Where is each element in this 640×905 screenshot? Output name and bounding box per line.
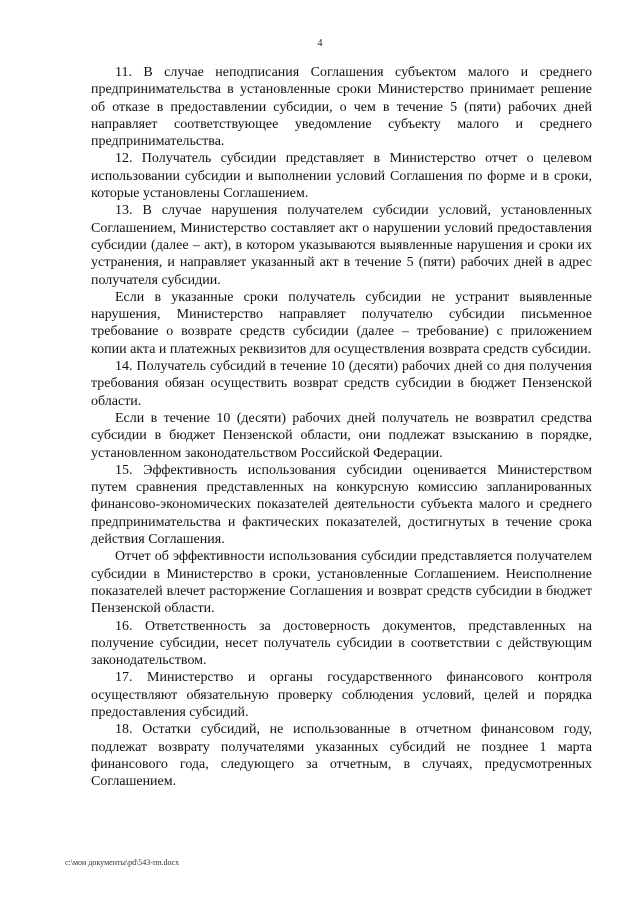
paragraph-13: 13. В случае нарушения получателем субсидии условий, установленных Соглашением, Министерство составляет акт о нарушении условий предоставления субсидии (далее – акт), в котором указываются выявленные нарушения и сроки их устранения, и направляет указанный акт в течение 5 (пяти) рабочих дней в адрес получателя субсидии. <box>91 203 592 288</box>
paragraph-14-continued: Если в течение 10 (десяти) рабочих дней получатель не возвратил средства субсидии в бюджет Пензенской области, они подлежат взысканию в порядке, установленном законодательством Российской Федерации. <box>91 410 592 461</box>
paragraph-15: 15. Эффективность использования субсидии оценивается Министерством путем сравнения представленных на конкурсную комиссию запланированных финансово-экономических показателей деятельности субъекта малого и среднего предпринимательства и фактических показателей, достигнутых в течение срока действия Соглашения. <box>91 462 592 548</box>
paragraph-18: 18. Остатки субсидий, не использованные в отчетном финансовом году, подлежат возврату получателями указанных субсидий не позднее 1 марта финансового года, следующего за отчетным, в случаях, предусмотренных Соглашением. <box>91 722 592 790</box>
paragraph-13-continued: Если в указанные сроки получатель субсидии не устранит выявленные нарушения, Министерство направляет получателю субсидии письменное требование о возврате средств субсидии (далее – требование) с приложением копии акта и платежных реквизитов для осуществления возврата средств субсидии. <box>91 289 592 357</box>
document-body <box>91 64 592 790</box>
page-number: 4 <box>317 38 323 49</box>
paragraph-14: 14. Получатель субсидий в течение 10 (десяти) рабочих дней со дня получения требования обязан осуществить возврат средств субсидии в бюджет Пензенской области. <box>91 359 592 409</box>
paragraph-17: 17. Министерство и органы государственного финансового контроля осуществляют обязательную проверку соблюдения условий, целей и порядка предоставления субсидий. <box>91 670 592 720</box>
paragraph-12: 12. Получатель субсидии представляет в Министерство отчет о целевом использовании субсидии и выполнении условий Соглашения по форме и в сроки, которые установлены Соглашением. <box>91 151 592 202</box>
paragraph-16: 16. Ответственность за достоверность документов, представленных на получение субсидии, несет получатель субсидии в соответствии с действующим законодательством. <box>91 618 592 669</box>
paragraph-11: 11. В случае неподписания Соглашения субъектом малого и среднего предпринимательства в установленные сроки Министерство принимает решение об отказе в предоставлении субсидии, о чем в течение 5 (пяти) рабочих дней направляет соответствующее уведомление субъекту малого и среднего предпринимательства. <box>91 65 592 150</box>
footer-file-path: c:\мои документы\pd\543-пп.docx <box>65 858 180 867</box>
paragraph-15-continued: Отчет об эффективности использования субсидии представляется получателем субсидии в Министерство в сроки, установленные Соглашением. Неисполнение показателей влечет расторжение Соглашения и возврат средств субсидии в бюджет Пензенской области. <box>91 549 592 617</box>
